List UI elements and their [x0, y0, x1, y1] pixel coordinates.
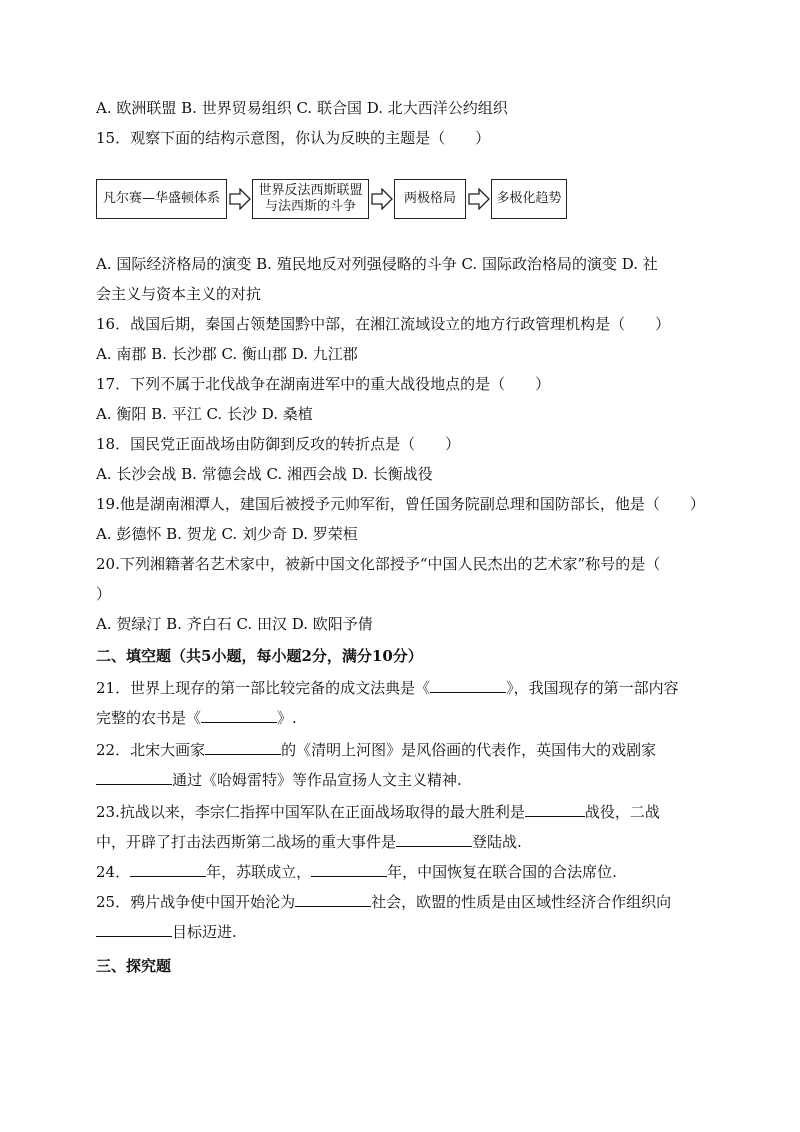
diagram-box-multipolar: 多极化趋势 [491, 179, 567, 219]
q25-line2 [96, 922, 708, 942]
q24-line [96, 862, 708, 882]
answer-blank[interactable] [311, 862, 387, 877]
q25-text-b: 社会，欧盟的性质是由区域性经济合作组织向 [371, 893, 672, 911]
q23-text-c: 中，开辟了打击法西斯第二战场的重大事件是 [96, 833, 397, 851]
q24-text-c: 年，中国恢复在联合国的合法席位. [387, 863, 617, 881]
q24-text-b: 年，苏联成立， [206, 863, 312, 881]
q21-line2 [96, 708, 708, 728]
q21-line1 [96, 678, 708, 698]
answer-blank[interactable] [430, 678, 506, 693]
q23-text-b: 战役，二战 [584, 803, 660, 821]
q22-line1 [96, 740, 708, 760]
q19-options: A. 彭德怀 B. 贺龙 C. 刘少奇 D. 罗荣桓 [96, 525, 358, 543]
q23-text-d: 登陆战. [472, 833, 522, 851]
diagram-box-antifascist: 世界反法西斯联盟与法西斯的斗争 [252, 179, 369, 219]
q17-options: A. 衡阳 B. 平江 C. 长沙 D. 桑植 [96, 405, 313, 423]
q23-text-a: 23.抗战以来，李宗仁指挥中国军队在正面战场取得的最大胜利是 [96, 803, 525, 821]
q25-text-c: 目标迈进. [172, 923, 237, 941]
section-3-title: 三、探究题 [96, 957, 172, 975]
q21-text-b: 》，我国现存的第一部内容 [506, 679, 679, 697]
q25-text-a: 25．鸦片战争使中国开始沦为 [96, 893, 296, 911]
answer-blank[interactable] [295, 892, 371, 907]
answer-blank[interactable] [205, 740, 281, 755]
q15-stem: 15．观察下面的结构示意图，你认为反映的主题是（ ） [96, 129, 491, 147]
q22-text-b: 的《清明上河图》是风俗画的代表作，英国伟大的戏剧家 [281, 741, 657, 759]
q21-text-d: 》. [277, 709, 297, 727]
q18-stem: 18．国民党正面战场由防御到反攻的转折点是（ ） [96, 435, 461, 453]
q22-text-c: 通过《哈姆雷特》等作品宣扬人文主义精神. [172, 771, 462, 789]
arrow-right-icon [229, 188, 251, 210]
answer-blank[interactable] [96, 922, 172, 937]
q22-line2 [96, 770, 708, 790]
q20-stem-cont: ） [96, 585, 112, 603]
section-2-title: 二、填空题（共5小题，每小题2分，满分10分） [96, 647, 423, 665]
q21-text-c: 完整的农书是《 [96, 709, 202, 727]
q16-options: A. 南郡 B. 长沙郡 C. 衡山郡 D. 九江郡 [96, 345, 358, 363]
q20-stem: 20.下列湘籍著名艺术家中，被新中国文化部授予“中国人民杰出的艺术家”称号的是（ [96, 555, 661, 573]
q20-options: A. 贺绿汀 B. 齐白石 C. 田汉 D. 欧阳予倩 [96, 615, 373, 633]
answer-blank[interactable] [130, 862, 206, 877]
arrow-right-icon [371, 188, 393, 210]
answer-blank[interactable] [525, 802, 585, 817]
q19-stem: 19.他是湖南湘潭人，建国后被授予元帅军衔，曾任国务院副总理和国防部长，他是（ ） [96, 495, 705, 513]
diagram-box-bipolar: 两极格局 [394, 179, 466, 219]
structure-diagram [96, 179, 566, 221]
q22-text-a: 22．北宋大画家 [96, 741, 206, 759]
diagram-box-versailles: 凡尔赛—华盛顿体系 [96, 179, 227, 219]
q25-line1 [96, 892, 708, 912]
q24-text-a: 24． [96, 863, 131, 881]
arrow-right-icon [468, 188, 490, 210]
q17-stem: 17．下列不属于北伐战争在湖南进军中的重大战役地点的是（ ） [96, 375, 551, 393]
answer-blank[interactable] [396, 832, 472, 847]
q16-stem: 16．战国后期，秦国占领楚国黔中部，在湘江流域设立的地方行政管理机构是（ ） [96, 315, 671, 333]
q15-options-line2: 会主义与资本主义的对抗 [96, 285, 262, 303]
q18-options: A. 长沙会战 B. 常德会战 C. 湘西会战 D. 长衡战役 [96, 465, 433, 483]
q14-options: A. 欧洲联盟 B. 世界贸易组织 C. 联合国 D. 北大西洋公约组织 [96, 99, 508, 117]
q15-options-line1: A. 国际经济格局的演变 B. 殖民地反对列强侵略的斗争 C. 国际政治格局的演变 D. 社 [96, 255, 658, 273]
q23-line2 [96, 832, 708, 852]
q23-line1 [96, 802, 708, 822]
answer-blank[interactable] [201, 708, 277, 723]
answer-blank[interactable] [96, 770, 172, 785]
q21-text-a: 21．世界上现存的第一部比较完备的成文法典是《 [96, 679, 431, 697]
